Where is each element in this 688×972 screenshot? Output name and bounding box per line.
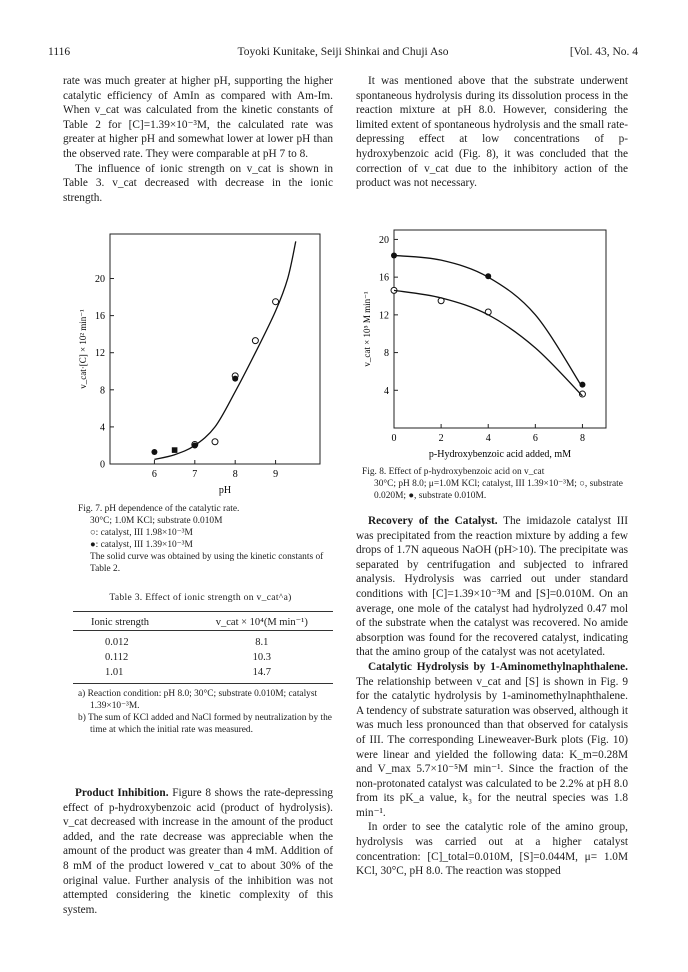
- y-tick-label: 0: [100, 459, 105, 471]
- table-cell: 1.01: [105, 667, 124, 678]
- table-3-grid: [73, 611, 333, 684]
- x-tick-label: 0: [391, 433, 397, 444]
- y-tick-label: 4: [100, 422, 105, 434]
- table-footnote-a: a) Reaction condition: pH 8.0; 30°C; substrate 0.010M; catalyst 1.39×10⁻³M.: [78, 689, 318, 711]
- table-row: [73, 665, 333, 684]
- figure-8-caption-line: 30°C; pH 8.0; μ=1.0M KCl; catalyst, III 1.39×10⁻³M; ○, substrate 0.020M; ●, substrate 0.010M.: [374, 479, 623, 501]
- x-tick-label: 4: [485, 433, 491, 444]
- table-header-row: [73, 612, 333, 631]
- x-tick-label: 9: [273, 469, 279, 480]
- section-text: The imidazole catalyst III was precipitated from the reaction mixture by adding a few drops of 1.7N aqueous NaOH (pH>10). The precipitate was separated by centrifugation and subjected to infrared analysis. Hydrolysis was carried out under standard conditions with [C]=1.39×10⁻³M and [S]=0.010M. On an average, one mole of the catalyst had hydrolyzed 0.47 mol of the substrate when the catalyst was recovered. No amide absorption was found for the recovered catalyst, indicating that the amino group of the catalyst was not acetylated.: [356, 515, 628, 659]
- table-row: [73, 631, 333, 651]
- section-text: The relationship between v_cat and [S] is shown in Fig. 9 for the catalytic hydrolysis by 1-aminomethylnaphthalene. A tendency of substrate saturation was observed, although it was much less pronounced than that observed for catalysis of III. The corresponding Lineweaver-Burk plots (Fig. 10) were linear and yielded the following data: K_m=0.28M and V_max 5.7×10⁻⁵M min⁻¹. Since the fraction of the non-protonated catalyst was calculated to be 2.2% at pH 8.0 from its pK_a value, k₃ for the neutral species was 1.8 min⁻¹.: [356, 675, 629, 819]
- volume-info: [Vol. 43, No. 4: [569, 46, 638, 58]
- x-tick-label: 8: [232, 469, 238, 480]
- right-paragraph-1: It was mentioned above that the substrate underwent spontaneous hydrolysis during its dissolution process in the reaction mixture at pH 8.0. However, considering the limited extent of spontaneous hydrolysis and the small rate-depressing effect at low concentrations of p-hydroxybenzoic acid (Fig. 8), it was concluded that the correction of v_cat due to the inhibitory action of the product was not necessary.: [356, 75, 628, 190]
- y-tick-label: 12: [95, 348, 105, 360]
- table-footnote-b: b) The sum of KCl added and NaCl formed by neutralization by the time at which the initial rate was measured.: [78, 713, 332, 735]
- section-heading: Recovery of the Catalyst.: [368, 515, 498, 527]
- y-tick-label: 8: [384, 348, 389, 360]
- filled-circle-point: [232, 376, 238, 382]
- y-tick-label: 20: [95, 274, 105, 286]
- figure-7-caption-line: ●: catalyst, III 1.39×10⁻³M: [90, 540, 193, 550]
- open-circle-point: [252, 338, 258, 344]
- x-axis-label: p-Hydroxybenzoic acid added, mM: [428, 449, 572, 460]
- page-number: 1116: [48, 46, 71, 58]
- section-heading: Catalytic Hydrolysis by 1-Aminomethylnaphthalene.: [368, 660, 628, 673]
- table-cell: 10.3: [252, 652, 271, 663]
- x-tick-label: 2: [438, 433, 444, 444]
- table-row: [73, 650, 333, 665]
- plot-frame: [110, 234, 320, 464]
- left-column-top: [63, 74, 333, 205]
- figure-8-caption-title: Fig. 8. Effect of p-hydroxybenzoic acid on v_cat: [362, 467, 545, 477]
- section-heading: Product Inhibition.: [75, 787, 169, 799]
- recovery-paragraph: [356, 514, 628, 660]
- y-axis-label: v_cat × 10⁵ M min⁻¹: [362, 291, 372, 367]
- x-axis-label: pH: [218, 485, 232, 496]
- table-3-footnotes: [78, 688, 333, 736]
- table-header-cell: v_cat × 10⁴(M min⁻¹): [215, 617, 308, 628]
- table-3: [68, 592, 333, 736]
- figure-7-caption-line: ○: catalyst, III 1.98×10⁻³M: [90, 528, 193, 538]
- figure-7-caption-title: Fig. 7. pH dependence of the catalytic rate.: [78, 504, 240, 514]
- filled-circle-point: [151, 449, 157, 455]
- open-circle-point: [273, 299, 279, 305]
- x-tick-label: 6: [151, 469, 157, 480]
- table-3-title: Table 3. Effect of ionic strength on v_cat^a): [109, 592, 292, 603]
- left-paragraph-1: rate was much greater at higher pH, supporting the higher catalytic efficiency of AmIn as compared with Am-Im. When v_cat was calculated from the kinetic constants of Table 2 for [C]=1.39×10⁻³M, the calculated rate was greater at higher pH and somewhat lower at lower pH than the observed rate. They were comparable at pH 7 to 8.: [63, 75, 333, 160]
- y-tick-label: 20: [379, 234, 389, 246]
- right-column-top: [356, 74, 628, 191]
- x-tick-label: 6: [532, 433, 538, 444]
- plot-frame: [394, 230, 606, 428]
- table-cell: 0.012: [105, 637, 129, 648]
- right-column-bottom: [356, 514, 628, 879]
- figure-7-caption-line: The solid curve was obtained by using the kinetic constants of Table 2.: [90, 552, 324, 574]
- page-header: [48, 46, 638, 62]
- figure-8-caption: [362, 466, 630, 502]
- y-tick-label: 16: [379, 272, 389, 284]
- filled-square-point: [172, 447, 178, 453]
- table-cell: 0.112: [105, 652, 129, 663]
- section-text: Figure 8 shows the rate-depressing effect of p-hydroxybenzoic acid (product of hydrolysis). v_cat decreased with increase in the amount of the product added, and the rate decrease was appreciable when the amount of the product was greater than 4 mM. Addition of 8 mM of the product lowered v_cat to about 30% of the original value. Further analysis of the inhibition was not attempted considering the kinetic complexity of this system.: [63, 787, 333, 916]
- right-paragraph-last: In order to see the catalytic role of the amino group, hydrolysis was carried out at a higher catalyst concentration: [C]_total=0.010M, [S]=0.044M, μ= 1.0M KCl, 30°C, pH 8.0. The reaction was stopped: [356, 821, 628, 878]
- fitted-curve: [154, 241, 295, 459]
- y-axis-label: v_cat·[C] × 10² min⁻¹: [78, 309, 88, 389]
- figure-7-caption: [78, 503, 333, 575]
- y-tick-label: 12: [379, 310, 389, 322]
- table-cell: 8.1: [255, 637, 269, 648]
- x-tick-label: 7: [192, 469, 198, 480]
- running-authors: Toyoki Kunitake, Seiji Shinkai and Chuji Aso: [237, 46, 449, 58]
- table-cell: 14.7: [252, 667, 271, 678]
- y-tick-label: 8: [100, 385, 105, 397]
- left-paragraph-2: The influence of ionic strength on v_cat is shown in Table 3. v_cat decreased with decrease in the ionic strength.: [63, 162, 333, 204]
- y-tick-label: 16: [95, 311, 105, 323]
- catalytic-paragraph: [356, 660, 628, 821]
- table-header-cell: Ionic strength: [91, 616, 150, 628]
- y-tick-label: 4: [384, 385, 389, 397]
- product-inhibition-paragraph: [63, 786, 333, 917]
- fitted-curve: [394, 290, 582, 396]
- figure-8-chart: [358, 224, 628, 462]
- figure-7-caption-line: 30°C; 1.0M KCl; substrate 0.010M: [90, 516, 223, 526]
- open-circle-point: [212, 439, 218, 445]
- x-tick-label: 8: [579, 433, 585, 444]
- left-column-bottom: [63, 786, 333, 917]
- figure-7-chart: [66, 226, 331, 501]
